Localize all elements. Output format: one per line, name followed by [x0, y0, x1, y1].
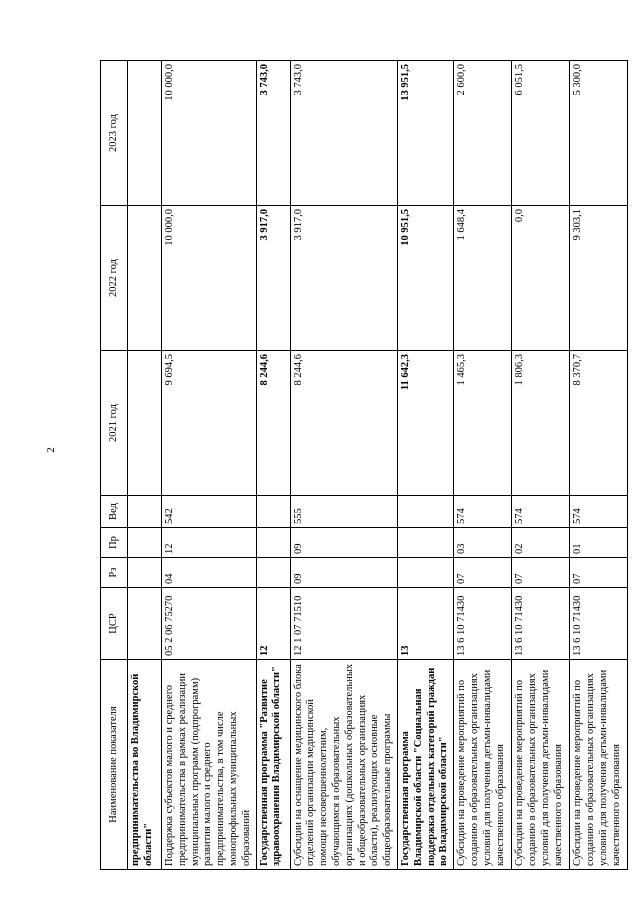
landscape-sheet	[100, 60, 640, 870]
cell-rz	[128, 558, 162, 588]
cell-2023: 3 743,0	[256, 61, 290, 206]
cell-2023: 6 051,5	[512, 61, 570, 206]
cell-2021: 1 465,3	[454, 351, 512, 496]
cell-name: Субсидии на проведение мероприятий по созданию в образовательных организациях условий для получения детьми-инвалидами качественного образования	[454, 660, 512, 870]
cell-ved: 555	[290, 496, 397, 528]
cell-csr	[128, 588, 162, 660]
cell-pr: 03	[454, 528, 512, 558]
table-header-row	[101, 61, 128, 870]
cell-2021: 8 370,7	[570, 351, 628, 496]
cell-name: Государственная программа "Развитие здравоохранения Владимирской области"	[256, 660, 290, 870]
header-2022: 2022 год	[101, 206, 128, 351]
table-row	[162, 61, 257, 870]
header-name: Наименование показателя	[101, 660, 128, 870]
cell-ved: 574	[570, 496, 628, 528]
cell-csr: 12 1 07 71510	[290, 588, 397, 660]
cell-2023	[128, 61, 162, 206]
cell-pr: 01	[570, 528, 628, 558]
cell-2021: 1 806,3	[512, 351, 570, 496]
cell-2023: 5 300,0	[570, 61, 628, 206]
table-row	[454, 61, 512, 870]
cell-name: Государственная программа Владимирской области "Социальная поддержка отдельных категорий граждан во Владимирской области"	[397, 660, 453, 870]
cell-2023: 13 951,5	[397, 61, 453, 206]
header-2023: 2023 год	[101, 61, 128, 206]
cell-ved	[256, 496, 290, 528]
table-row	[570, 61, 628, 870]
cell-ved: 574	[454, 496, 512, 528]
cell-csr: 13 6 10 71430	[570, 588, 628, 660]
cell-2022: 3 917,0	[256, 206, 290, 351]
cell-ved	[397, 496, 453, 528]
cell-name: Поддержка субъектов малого и среднего предпринимательства в рамках реализации муниципальных программ (подпрограмм) развития малого и среднего предпринимательства, в том числе монопрофильных муниципальных образований	[162, 660, 257, 870]
cell-2021: 8 244,6	[290, 351, 397, 496]
cell-name: предпринимательства во Владимирской области"	[128, 660, 162, 870]
cell-csr: 05 2 06 75270	[162, 588, 257, 660]
table-row	[512, 61, 570, 870]
cell-2022: 9 303,1	[570, 206, 628, 351]
cell-rz: 07	[570, 558, 628, 588]
cell-rz	[256, 558, 290, 588]
cell-csr: 12	[256, 588, 290, 660]
table-row	[290, 61, 397, 870]
cell-rz: 07	[454, 558, 512, 588]
table-row	[256, 61, 290, 870]
cell-name: Субсидии на проведение мероприятий по созданию в образовательных организациях условий для получения детьми-инвалидами качественного образования	[570, 660, 628, 870]
cell-pr: 12	[162, 528, 257, 558]
cell-rz: 07	[512, 558, 570, 588]
table-row	[397, 61, 453, 870]
cell-2023: 3 743,0	[290, 61, 397, 206]
cell-name: Субсидии на проведение мероприятий по созданию в образовательных организациях условий для получения детьми-инвалидами качественного образования	[512, 660, 570, 870]
rotated-table-frame	[100, 60, 640, 870]
cell-2021: 11 642,3	[397, 351, 453, 496]
cell-rz: 04	[162, 558, 257, 588]
cell-2021	[128, 351, 162, 496]
cell-ved: 574	[512, 496, 570, 528]
cell-2022	[128, 206, 162, 351]
cell-ved: 542	[162, 496, 257, 528]
cell-pr	[256, 528, 290, 558]
header-2021: 2021 год	[101, 351, 128, 496]
table-row	[128, 61, 162, 870]
cell-csr: 13 6 10 71430	[454, 588, 512, 660]
cell-pr	[397, 528, 453, 558]
cell-name: Субсидии на оснащение медицинского блока отделений организации медицинской помощи несовершеннолетним, обучающимся в образовательных организациях (дошкольных образовательных и общеобразовательных организациях области), реализующих основные общеобразовательные программы	[290, 660, 397, 870]
cell-csr: 13	[397, 588, 453, 660]
header-csr: ЦСР	[101, 588, 128, 660]
budget-table	[100, 60, 628, 870]
cell-2022: 10 000,0	[162, 206, 257, 351]
cell-2021: 9 694,5	[162, 351, 257, 496]
cell-2023: 10 000,0	[162, 61, 257, 206]
cell-pr: 02	[512, 528, 570, 558]
cell-pr	[128, 528, 162, 558]
cell-2022: 0,0	[512, 206, 570, 351]
cell-csr: 13 6 10 71430	[512, 588, 570, 660]
cell-2021: 8 244,6	[256, 351, 290, 496]
cell-ved	[128, 496, 162, 528]
cell-pr: 09	[290, 528, 397, 558]
cell-rz: 09	[290, 558, 397, 588]
header-ved: Вед	[101, 496, 128, 528]
cell-2022: 10 951,5	[397, 206, 453, 351]
page-number: 2	[44, 447, 57, 453]
cell-2022: 3 917,0	[290, 206, 397, 351]
cell-rz	[397, 558, 453, 588]
header-pr: Пр	[101, 528, 128, 558]
cell-2022: 1 648,4	[454, 206, 512, 351]
header-rz: Рз	[101, 558, 128, 588]
cell-2023: 2 600,0	[454, 61, 512, 206]
